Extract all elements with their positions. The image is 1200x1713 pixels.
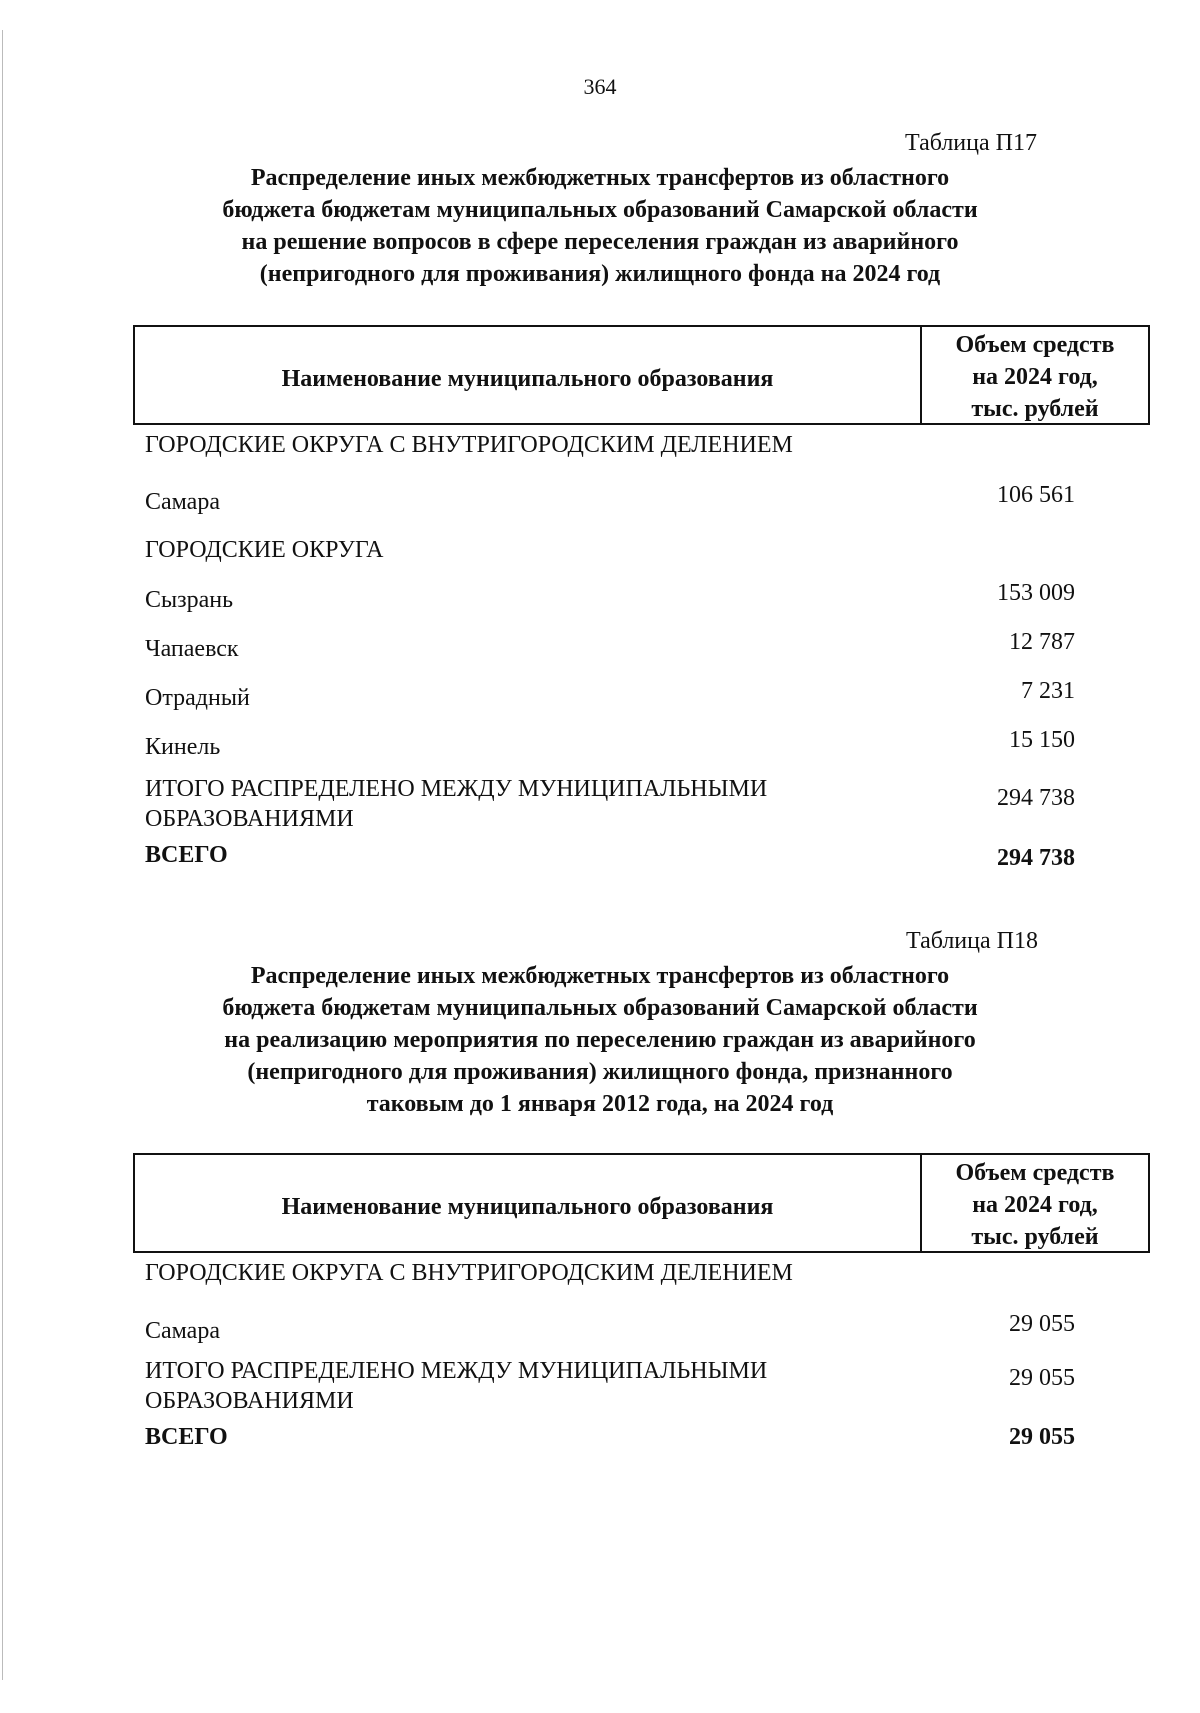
- header-value-line: на 2024 год,: [972, 1192, 1098, 1218]
- title-line: Распределение иных межбюджетных трансфертов из областного: [250, 165, 950, 191]
- header-value-line: тыс. рублей: [971, 1224, 1099, 1250]
- title-line: (непригодного для проживания) жилищного фонда, признанного: [247, 1059, 953, 1085]
- row-name: Отрадный: [145, 685, 250, 711]
- row-name: ГОРОДСКИЕ ОКРУГА С ВНУТРИГОРОДСКИМ ДЕЛЕНИЕМ: [145, 432, 793, 458]
- page-number: 364: [583, 74, 617, 99]
- header-value-line: на 2024 год,: [972, 364, 1098, 390]
- title-line: на решение вопросов в сфере переселения граждан из аварийного: [241, 229, 959, 255]
- header-value-line: тыс. рублей: [971, 396, 1099, 422]
- row-name: Сызрань: [145, 587, 234, 613]
- row-name: ИТОГО РАСПРЕДЕЛЕНО МЕЖДУ МУНИЦИПАЛЬНЫМИ ОБРАЗОВАНИЯМИ: [145, 1358, 768, 1414]
- row-value: 294 738: [997, 785, 1075, 811]
- header-value-line: Объем средств: [955, 1160, 1115, 1186]
- table-title: [120, 960, 1080, 1120]
- column-header-value: [920, 1155, 1148, 1251]
- row-value: 15 150: [1009, 727, 1075, 753]
- row-name: ГОРОДСКИЕ ОКРУГА: [145, 537, 384, 563]
- row-name: ИТОГО РАСПРЕДЕЛЕНО МЕЖДУ МУНИЦИПАЛЬНЫМИ ОБРАЗОВАНИЯМИ: [145, 776, 768, 832]
- title-line: Распределение иных межбюджетных трансфертов из областного: [250, 963, 950, 989]
- table-label: Таблица П18: [906, 928, 1038, 954]
- column-header-value: [920, 327, 1148, 423]
- row-value: 294 738: [997, 845, 1075, 871]
- row-value: 7 231: [1021, 678, 1075, 704]
- row-value: 12 787: [1009, 629, 1075, 655]
- column-header-name: Наименование муниципального образования: [281, 365, 774, 392]
- row-name: Самара: [145, 489, 220, 515]
- table-label: Таблица П17: [905, 130, 1037, 156]
- table-title: [120, 162, 1080, 290]
- table-header: [133, 325, 1150, 425]
- title-line: на реализацию мероприятия по переселению граждан из аварийного: [224, 1027, 976, 1053]
- row-value: 29 055: [1009, 1424, 1075, 1450]
- title-line: таковым до 1 января 2012 года, на 2024 год: [366, 1091, 834, 1117]
- row-value: 153 009: [997, 580, 1075, 606]
- row-name: ВСЕГО: [145, 1424, 228, 1450]
- page-edge-line: [2, 30, 3, 1680]
- header-value-line: Объем средств: [955, 332, 1115, 358]
- row-value: 106 561: [997, 482, 1075, 508]
- column-header-name: Наименование муниципального образования: [281, 1193, 774, 1220]
- row-value: 29 055: [1009, 1365, 1075, 1391]
- row-name: ГОРОДСКИЕ ОКРУГА С ВНУТРИГОРОДСКИМ ДЕЛЕНИЕМ: [145, 1260, 793, 1286]
- row-name: ВСЕГО: [145, 842, 228, 868]
- row-name: Чапаевск: [145, 636, 239, 662]
- title-line: бюджета бюджетам муниципальных образований Самарской области: [222, 995, 978, 1021]
- row-value: 29 055: [1009, 1311, 1075, 1337]
- row-name: Самара: [145, 1318, 220, 1344]
- title-line: (непригодного для проживания) жилищного фонда на 2024 год: [259, 261, 941, 287]
- title-line: бюджета бюджетам муниципальных образований Самарской области: [222, 197, 978, 223]
- row-name: Кинель: [145, 734, 221, 760]
- table-header: [133, 1153, 1150, 1253]
